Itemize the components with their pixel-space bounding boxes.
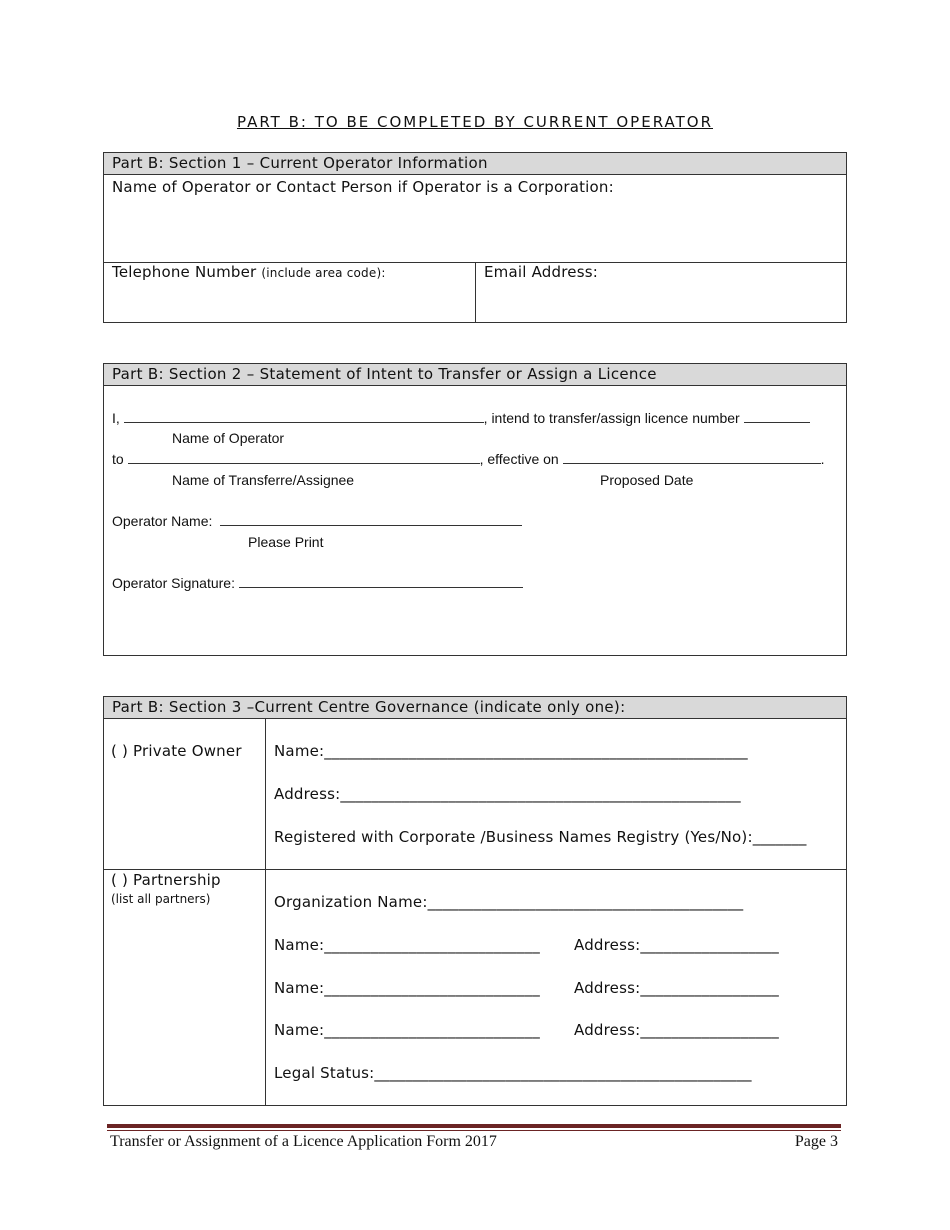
partnership-hint: (list all partners) [111, 892, 211, 906]
partner-name[interactable]: Name:____________________________ [274, 936, 540, 954]
text: . [820, 451, 825, 467]
section-3-header: Part B: Section 3 –Current Centre Governance (indicate only one): [104, 697, 846, 719]
option-private-owner[interactable]: ( ) Private Owner [111, 742, 242, 760]
text: I, [112, 410, 120, 426]
operator-signature-label: Operator Signature: [112, 575, 235, 591]
page-number: Page 3 [794, 1133, 838, 1150]
legal-status[interactable]: Legal Status:_________________________________________________ [274, 1064, 752, 1082]
footer-text: Transfer or Assignment of a Licence Application Form 2017 [110, 1133, 497, 1150]
partner-name[interactable]: Name:____________________________ [274, 979, 540, 997]
partner-name[interactable]: Name:____________________________ [274, 1021, 540, 1039]
telephone-hint: (include area code): [261, 266, 386, 280]
intent-line-1 [112, 410, 810, 426]
caption-transferee: Name of Transferre/Assignee [172, 472, 355, 488]
section-2-header: Part B: Section 2 – Statement of Intent to Transfer or Assign a Licence [104, 364, 846, 386]
divider [104, 869, 846, 870]
page-title: PART B: TO BE COMPLETED BY CURRENT OPERATOR [236, 113, 713, 131]
text: , intend to transfer/assign licence number [483, 410, 740, 426]
email-label: Email Address: [484, 263, 598, 281]
operator-name-row [112, 513, 522, 529]
private-owner-registered[interactable]: Registered with Corporate /Business Names Registry (Yes/No):_______ [274, 828, 807, 846]
section-2 [103, 363, 847, 656]
section-1 [103, 152, 847, 323]
footer-rule [107, 1124, 841, 1128]
option-partnership[interactable]: ( ) Partnership [111, 871, 221, 889]
operator-name-blank[interactable] [124, 411, 484, 423]
telephone-label-text: Telephone Number [112, 263, 257, 281]
text: to [112, 451, 124, 467]
divider [265, 719, 266, 1105]
private-owner-address[interactable]: Address:____________________________________________________ [274, 785, 741, 803]
caption-date: Proposed Date [600, 472, 694, 488]
footer-rule-thin [107, 1130, 841, 1131]
operator-name-label: Name of Operator or Contact Person if Operator is a Corporation: [112, 178, 614, 196]
divider [475, 262, 476, 322]
partner-address[interactable]: Address:__________________ [574, 936, 779, 954]
telephone-label [112, 263, 386, 281]
text: , effective on [479, 451, 559, 467]
organization-name[interactable]: Organization Name:_________________________________________ [274, 893, 744, 911]
operator-name-print-blank[interactable] [220, 514, 522, 526]
operator-signature-blank[interactable] [239, 576, 523, 588]
caption-print: Please Print [248, 534, 324, 550]
operator-name-label: Operator Name: [112, 513, 213, 529]
transferee-blank[interactable] [128, 452, 480, 464]
caption-operator: Name of Operator [172, 430, 285, 446]
section-1-header: Part B: Section 1 – Current Operator Information [104, 153, 846, 175]
operator-signature-row [112, 575, 523, 591]
intent-line-2 [112, 451, 825, 467]
proposed-date-blank[interactable] [563, 452, 821, 464]
licence-number-blank[interactable] [744, 411, 810, 423]
partner-address[interactable]: Address:__________________ [574, 979, 779, 997]
partner-address[interactable]: Address:__________________ [574, 1021, 779, 1039]
section-3 [103, 696, 847, 1106]
private-owner-name[interactable]: Name:_______________________________________________________ [274, 742, 748, 760]
